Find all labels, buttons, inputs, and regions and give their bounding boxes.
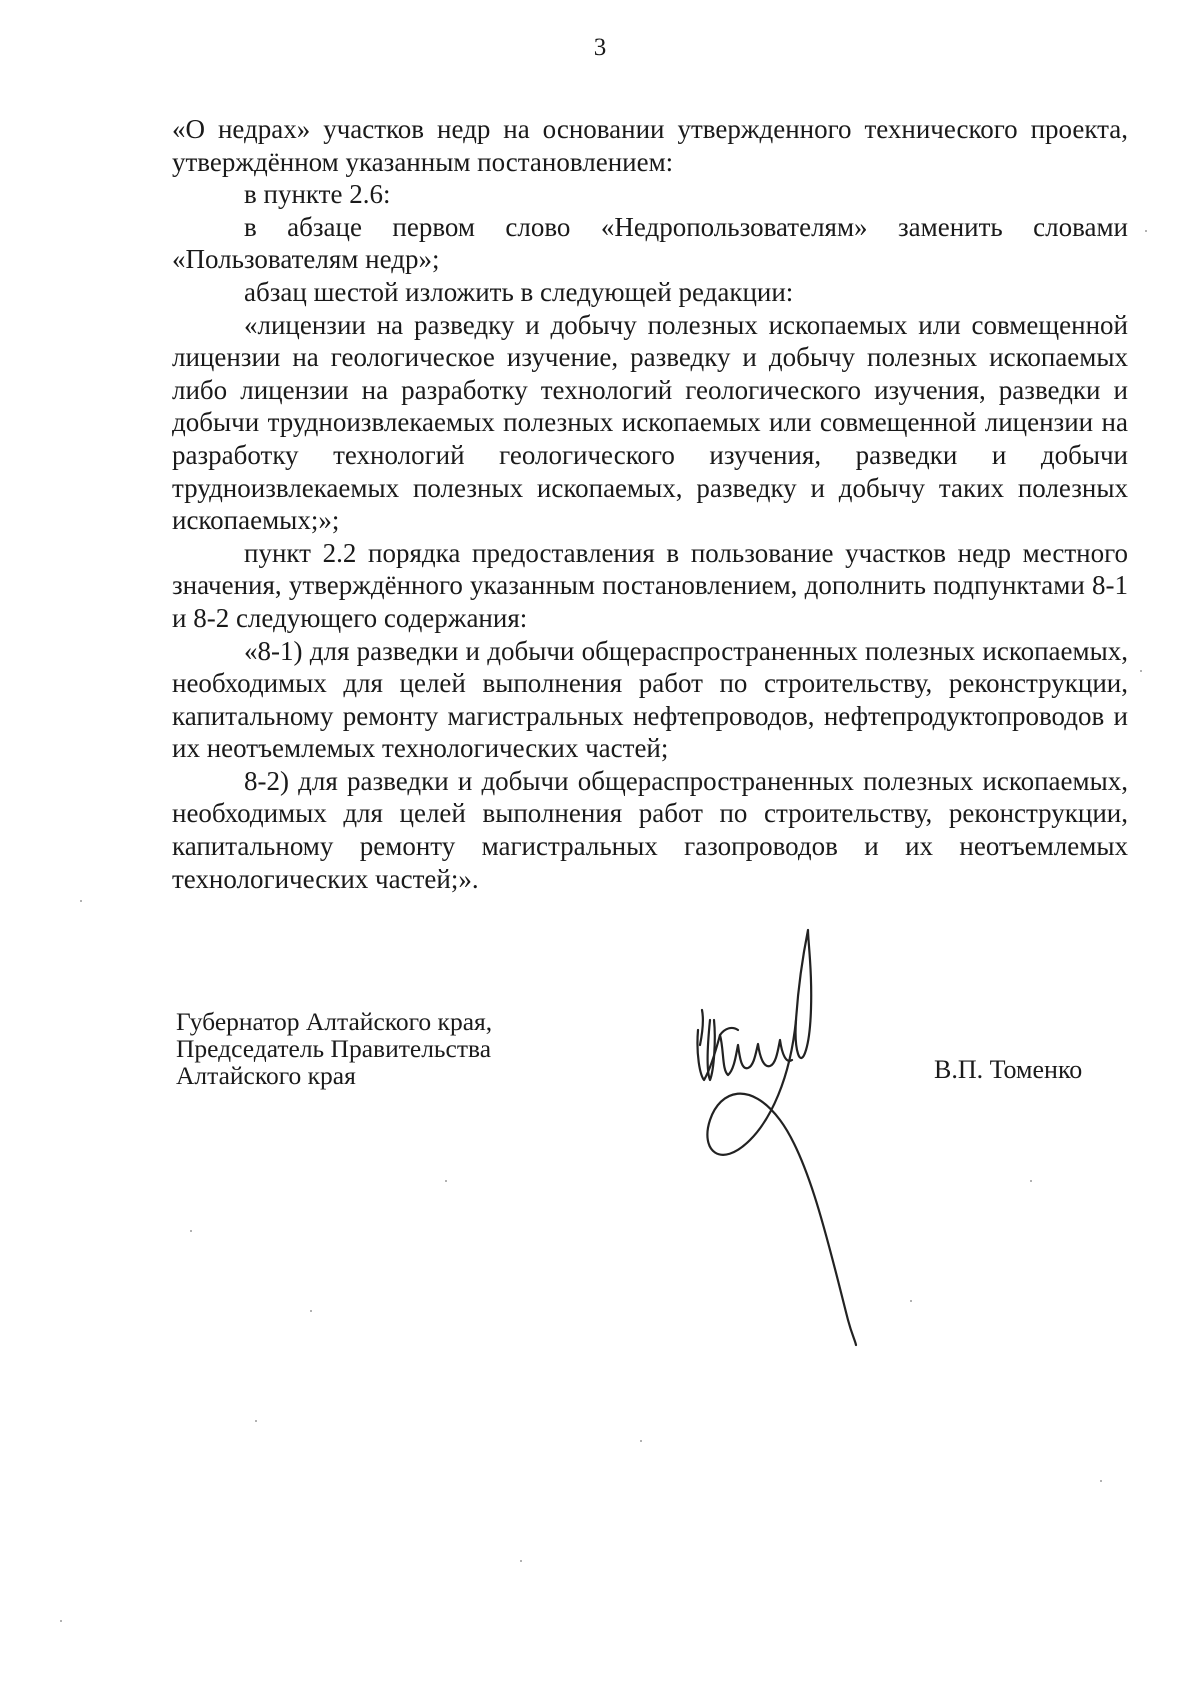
- signatory-position-line: Алтайского края: [176, 1061, 356, 1090]
- paragraph: пункт 2.2 порядка предоставления в пользование участков недр местного значения, утверждённого указанным постановлением, дополнить подпунктами 8-1 и 8-2 следующего содержания:: [172, 537, 1128, 633]
- handwritten-signature: [680, 920, 920, 1350]
- paragraph: 8-2) для разведки и добычи общераспространенных полезных ископаемых, необходимых для целей выполнения работ по строительству, реконструкции, капитальному ремонту магистральных газопроводов и их неотъемлемых технологических частей;».: [172, 765, 1128, 894]
- scan-speck: [910, 1300, 912, 1302]
- paragraph: в пункте 2.6:: [244, 179, 391, 210]
- page-number: 3: [593, 34, 607, 61]
- scan-speck: [80, 900, 82, 902]
- scan-speck: [310, 1310, 312, 1312]
- scan-speck: [1140, 670, 1142, 672]
- scan-speck: [1030, 1180, 1032, 1182]
- scan-speck: [520, 1560, 522, 1562]
- scan-speck: [445, 1180, 447, 1182]
- paragraph: абзац шестой изложить в следующей редакции:: [244, 276, 794, 307]
- signatory-position-line: Председатель Правительства: [176, 1034, 492, 1063]
- scan-speck: [255, 1420, 257, 1422]
- document-body: [172, 113, 1128, 895]
- signatory-position: [176, 1008, 576, 1089]
- paragraph: «О недрах» участков недр на основании утвержденного технического проекта, утверждённом указанным постановлением:: [172, 114, 1128, 177]
- paragraph: в абзаце первом слово «Недропользователям» заменить словами «Пользователям недр»;: [172, 211, 1128, 275]
- paragraph: «8-1) для разведки и добычи общераспространенных полезных ископаемых, необходимых для целей выполнения работ по строительству, реконструкции, капитальному ремонту магистральных нефтепроводов, нефтепродуктопроводов и их неотъемлемых технологических частей;: [172, 635, 1128, 764]
- scan-speck: [1145, 230, 1147, 232]
- paragraph: «лицензии на разведку и добычу полезных ископаемых или совмещенной лицензии на геологическое изучение, разведку и добычу полезных ископаемых либо лицензии на разработку технологий геологического изучения, разведки и добычи трудноизвлекаемых полезных ископаемых или совмещенной лицензии на разработку технологий геологического изучения, разведки и добычи трудноизвлекаемых полезных ископаемых, разведку и добычу таких полезных ископаемых;»;: [172, 309, 1128, 536]
- scan-speck: [60, 1620, 62, 1622]
- signatory-name: В.П. Томенко: [934, 1055, 1083, 1084]
- scan-speck: [1100, 1480, 1102, 1482]
- scan-speck: [190, 1230, 192, 1232]
- signatory-position-line: Губернатор Алтайского края,: [176, 1007, 493, 1036]
- scan-speck: [640, 1440, 642, 1442]
